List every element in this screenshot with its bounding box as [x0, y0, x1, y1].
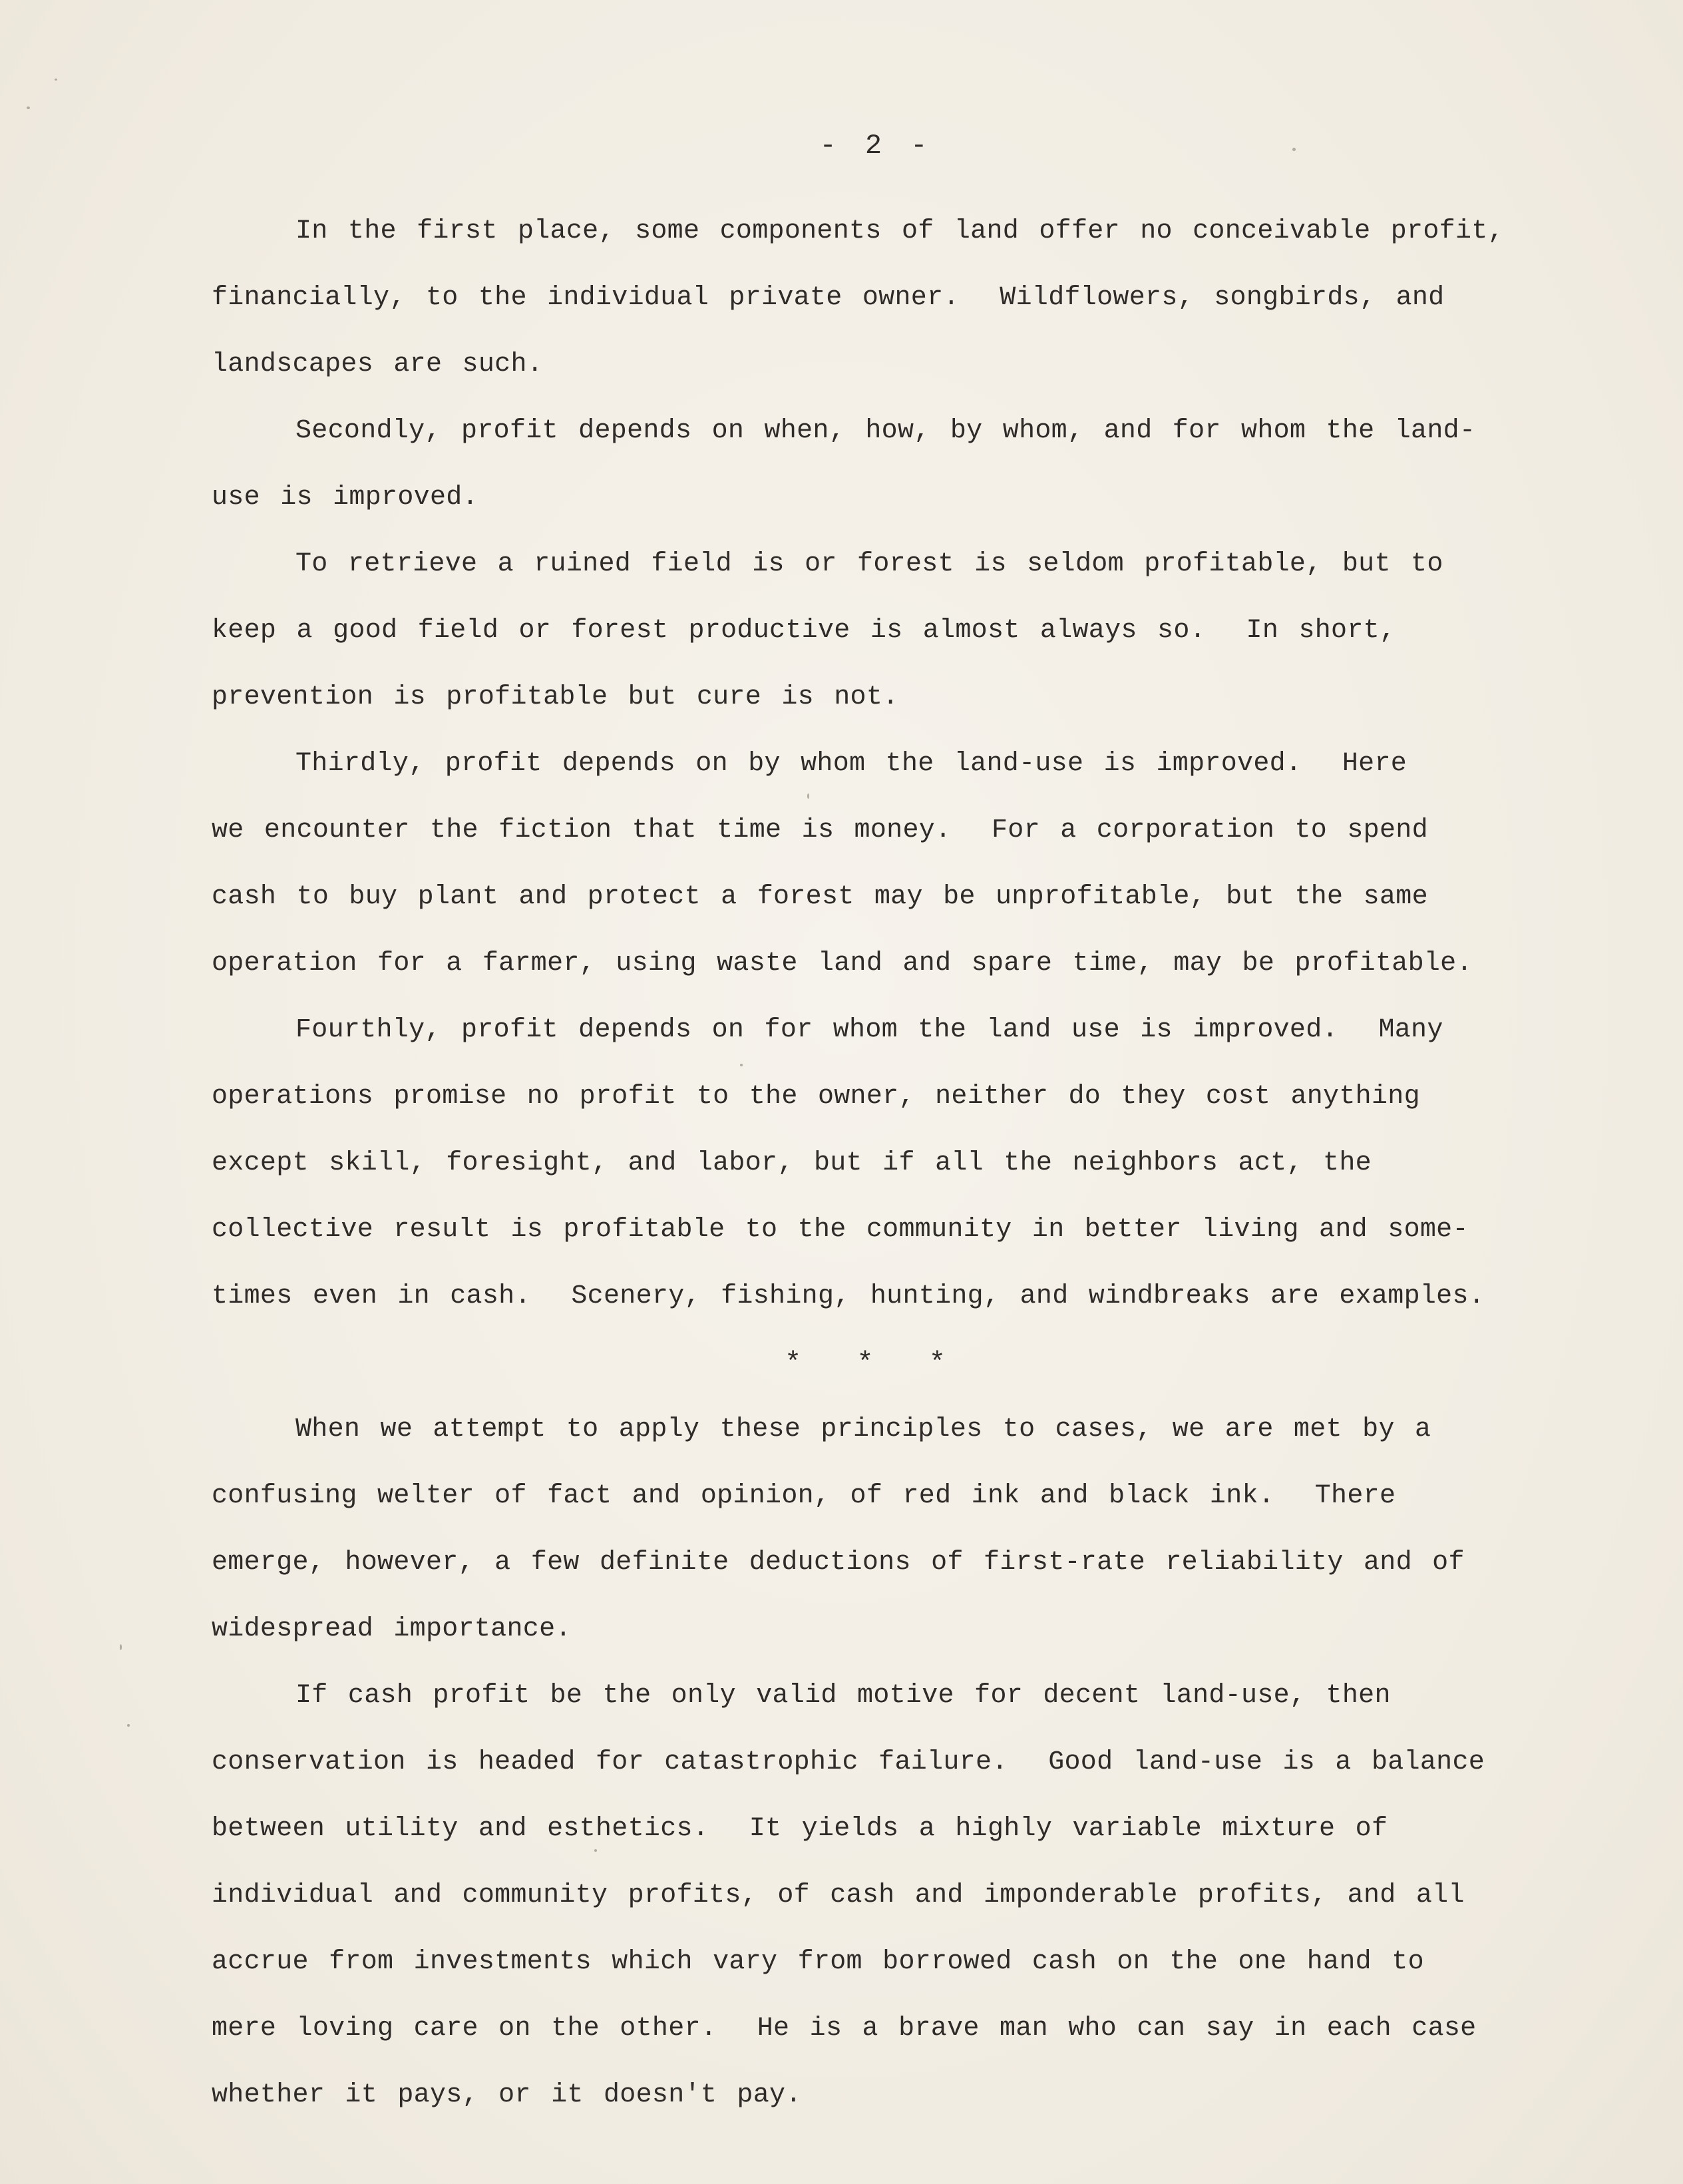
text-line: Fourthly, profit depends on for whom the land use is improved. Many [295, 1015, 1443, 1045]
text-line: widespread importance. [212, 1614, 572, 1644]
section-separator: * * * [784, 1347, 964, 1379]
text-line: confusing welter of fact and opinion, of red ink and black ink. There [212, 1481, 1396, 1511]
paragraph [212, 1663, 1536, 2129]
paper-speck [27, 107, 30, 109]
page-number: - 2 - [819, 130, 930, 162]
paragraph [212, 731, 1536, 997]
text-line: In the first place, some components of land offer no conceivable profit, [295, 216, 1504, 246]
paper-speck [120, 1644, 122, 1650]
text-line: times even in cash. Scenery, fishing, hunting, and windbreaks are examples. [212, 1281, 1485, 1311]
paragraph [212, 398, 1536, 531]
paragraph [212, 1397, 1536, 1663]
text-line: operations promise no profit to the owner, neither do they cost anything [212, 1082, 1420, 1112]
text-line: whether it pays, or it doesn't pay. [212, 2080, 802, 2110]
document-body [212, 198, 1536, 2129]
paragraph [212, 198, 1536, 398]
text-line: except skill, foresight, and labor, but if all the neighbors act, the [212, 1148, 1372, 1178]
text-line: financially, to the individual private owner. Wildflowers, songbirds, and [212, 283, 1445, 313]
text-line: If cash profit be the only valid motive for decent land-use, then [295, 1681, 1391, 1711]
text-line: landscapes are such. [212, 349, 544, 379]
text-line: Secondly, profit depends on when, how, by whom, and for whom the land- [295, 416, 1476, 446]
text-line: individual and community profits, of cash and imponderable profits, and all [212, 1880, 1465, 1910]
paper-speck [55, 79, 57, 81]
text-line: When we attempt to apply these principles to cases, we are met by a [295, 1415, 1431, 1444]
paragraph [212, 997, 1536, 1330]
text-line: operation for a farmer, using waste land and spare time, may be profitable. [212, 949, 1473, 979]
text-line: mere loving care on the other. He is a brave man who can say in each case [212, 2014, 1477, 2044]
paper-speck [127, 1724, 130, 1727]
paragraph [212, 531, 1536, 731]
text-line: Thirdly, profit depends on by whom the land-use is improved. Here [295, 749, 1407, 779]
text-line: conservation is headed for catastrophic failure. Good land-use is a balance [212, 1747, 1485, 1777]
text-line: use is improved. [212, 483, 478, 513]
text-line: we encounter the fiction that time is money. For a corporation to spend [212, 815, 1428, 845]
text-line: cash to buy plant and protect a forest may be unprofitable, but the same [212, 882, 1428, 912]
text-line: keep a good field or forest productive is almost always so. In short, [212, 616, 1396, 646]
text-line: collective result is profitable to the community in better living and some- [212, 1215, 1469, 1245]
text-line: To retrieve a ruined field is or forest is seldom profitable, but to [295, 549, 1443, 579]
text-line: prevention is profitable but cure is not. [212, 682, 899, 712]
text-line: between utility and esthetics. It yields a highly variable mixture of [212, 1814, 1388, 1844]
text-line: emerge, however, a few definite deductions of first-rate reliability and of [212, 1548, 1465, 1578]
text-line: accrue from investments which vary from borrowed cash on the one hand to [212, 1947, 1424, 1977]
